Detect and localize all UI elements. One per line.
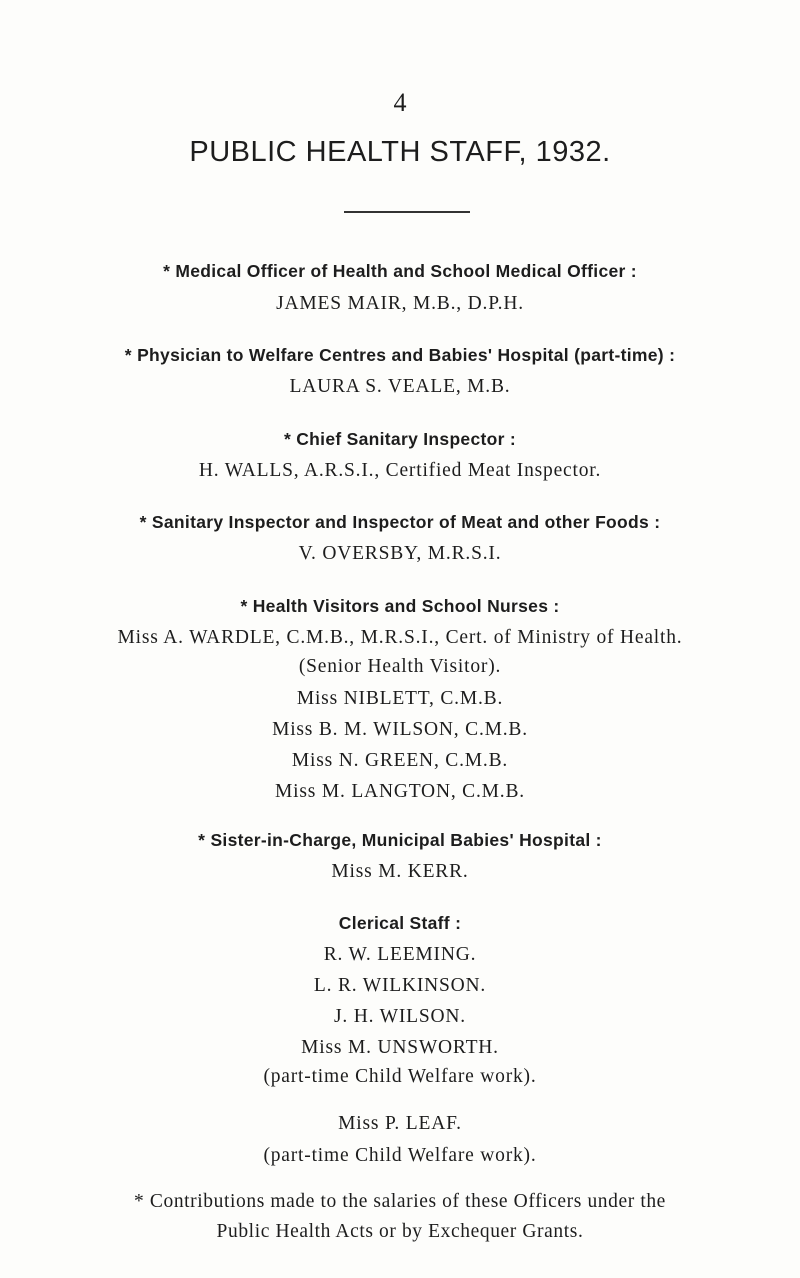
footnote-line: * Contributions made to the salaries of these Officers under the <box>134 1191 666 1212</box>
staff-name: V. OVERSBY, M.R.S.I. <box>298 543 502 564</box>
footnote-line: Public Health Acts or by Exchequer Grants. <box>216 1221 584 1242</box>
staff-name: Miss N. GREEN, C.M.B. <box>291 750 509 771</box>
title-divider <box>344 211 470 213</box>
section-heading-sister-in-charge: * Sister-in-Charge, Municipal Babies' Hospital : <box>198 830 602 850</box>
staff-name: Miss A. WARDLE, C.M.B., M.R.S.I., Cert. of Ministry of Health. <box>117 627 683 648</box>
page-number: 4 <box>393 88 407 117</box>
staff-name: R. W. LEEMING. <box>323 944 477 965</box>
staff-note: (Senior Health Visitor). <box>298 656 502 677</box>
section-heading-clerical-staff: Clerical Staff : <box>338 913 462 933</box>
page-title: PUBLIC HEALTH STAFF, 1932. <box>189 136 611 168</box>
staff-name: Miss NIBLETT, C.M.B. <box>296 688 504 709</box>
staff-name: H. WALLS, A.R.S.I., Certified Meat Inspector. <box>198 460 602 481</box>
staff-note: (part-time Child Welfare work). <box>263 1145 537 1166</box>
staff-note: (part-time Child Welfare work). <box>263 1066 537 1087</box>
staff-name: Miss M. LANGTON, C.M.B. <box>275 781 525 802</box>
staff-name: JAMES MAIR, M.B., D.P.H. <box>276 293 524 314</box>
section-heading-medical-officer: * Medical Officer of Health and School Medical Officer : <box>163 261 637 281</box>
section-heading-chief-sanitary-inspector: * Chief Sanitary Inspector : <box>283 429 517 449</box>
staff-name: Miss P. LEAF. <box>338 1113 462 1134</box>
staff-name: L. R. WILKINSON. <box>313 975 487 996</box>
staff-name: LAURA S. VEALE, M.B. <box>289 376 511 397</box>
section-heading-physician: * Physician to Welfare Centres and Babies' Hospital (part-time) : <box>124 345 676 365</box>
staff-name: Miss B. M. WILSON, C.M.B. <box>272 719 528 740</box>
staff-name: J. H. WILSON. <box>334 1006 466 1027</box>
section-heading-sanitary-inspector: * Sanitary Inspector and Inspector of Meat and other Foods : <box>139 512 661 532</box>
staff-name: Miss M. UNSWORTH. <box>301 1037 499 1058</box>
section-heading-health-visitors: * Health Visitors and School Nurses : <box>240 596 560 616</box>
staff-name: Miss M. KERR. <box>331 861 469 882</box>
